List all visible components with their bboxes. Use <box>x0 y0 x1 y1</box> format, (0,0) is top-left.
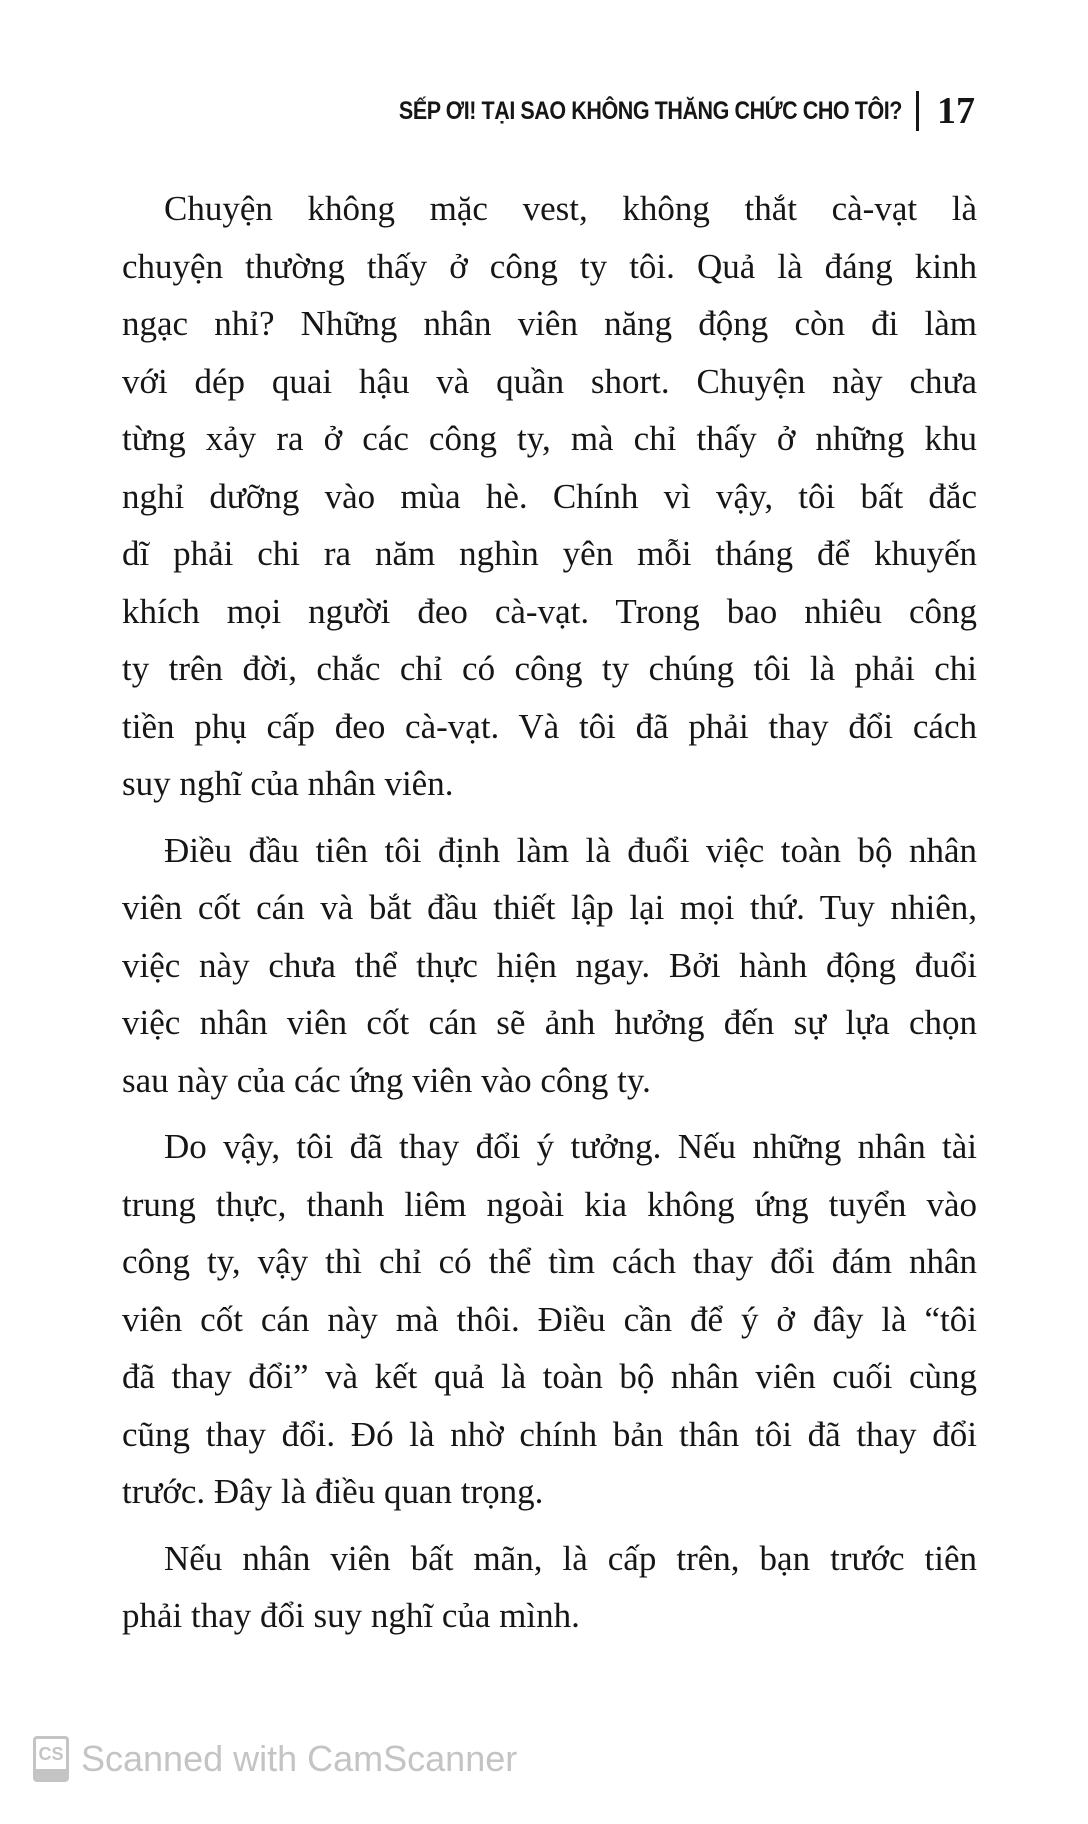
text-line: việc này chưa thể thực hiện ngay. Bởi hành động đuổi <box>122 945 977 985</box>
text-line: suy nghĩ của nhân viên. <box>122 764 454 803</box>
paragraph <box>122 180 977 813</box>
text-line: tiền phụ cấp đeo cà-vạt. Và tôi đã phải thay đổi cách <box>122 706 977 746</box>
running-title: SẾP ƠI! TẠI SAO KHÔNG THĂNG CHỨC CHO TÔI? <box>398 96 902 125</box>
paragraph <box>122 1118 977 1521</box>
body-text <box>122 180 977 1654</box>
text-line: nghỉ dưỡng vào mùa hè. Chính vì vậy, tôi bất đắc <box>122 476 977 516</box>
text-line: khích mọi người đeo cà-vạt. Trong bao nhiêu công <box>122 591 977 631</box>
text-line: Điều đầu tiên tôi định làm là đuổi việc toàn bộ nhân <box>164 830 977 870</box>
paragraph <box>122 1530 977 1645</box>
text-line: sau này của các ứng viên vào công ty. <box>122 1060 651 1100</box>
watermark-text: Scanned with CamScanner <box>81 1738 518 1779</box>
paragraph <box>122 822 977 1110</box>
text-line: ngạc nhỉ? Những nhân viên năng động còn đi làm <box>122 304 977 343</box>
text-line: việc nhân viên cốt cán sẽ ảnh hưởng đến sự lựa chọn <box>122 1003 977 1042</box>
text-line: trung thực, thanh liêm ngoài kia không ứng tuyển vào <box>122 1184 977 1224</box>
text-line: chuyện thường thấy ở công ty tôi. Quả là đáng kinh <box>122 246 977 286</box>
camscanner-watermark <box>33 1736 517 1782</box>
page-header <box>300 86 975 136</box>
text-line: phải thay đổi suy nghĩ của mình. <box>122 1596 580 1635</box>
text-line: dĩ phải chi ra năm nghìn yên mỗi tháng để khuyến <box>122 534 977 573</box>
text-line: Chuyện không mặc vest, không thắt cà-vạt là <box>164 189 977 228</box>
text-line: công ty, vậy thì chỉ có thể tìm cách thay đổi đám nhân <box>122 1242 977 1281</box>
camscanner-logo-icon: CS <box>33 1736 69 1782</box>
header-divider <box>916 91 919 131</box>
text-line: cũng thay đổi. Đó là nhờ chính bản thân tôi đã thay đổi <box>122 1414 977 1454</box>
page-number: 17 <box>937 90 975 132</box>
text-line: đã thay đổi” và kết quả là toàn bộ nhân viên cuối cùng <box>122 1357 977 1396</box>
text-line: trước. Đây là điều quan trọng. <box>122 1472 544 1511</box>
text-line: Nếu nhân viên bất mãn, là cấp trên, bạn trước tiên <box>164 1538 977 1578</box>
text-line: ty trên đời, chắc chỉ có công ty chúng tôi là phải chi <box>122 649 977 688</box>
text-line: Do vậy, tôi đã thay đổi ý tưởng. Nếu những nhân tài <box>164 1127 977 1166</box>
text-line: viên cốt cán và bắt đầu thiết lập lại mọi thứ. Tuy nhiên, <box>122 888 977 927</box>
text-line: từng xảy ra ở các công ty, mà chỉ thấy ở những khu <box>122 419 977 458</box>
text-line: viên cốt cán này mà thôi. Điều cần để ý ở đây là “tôi <box>122 1299 977 1339</box>
text-line: với dép quai hậu và quần short. Chuyện này chưa <box>122 361 977 401</box>
